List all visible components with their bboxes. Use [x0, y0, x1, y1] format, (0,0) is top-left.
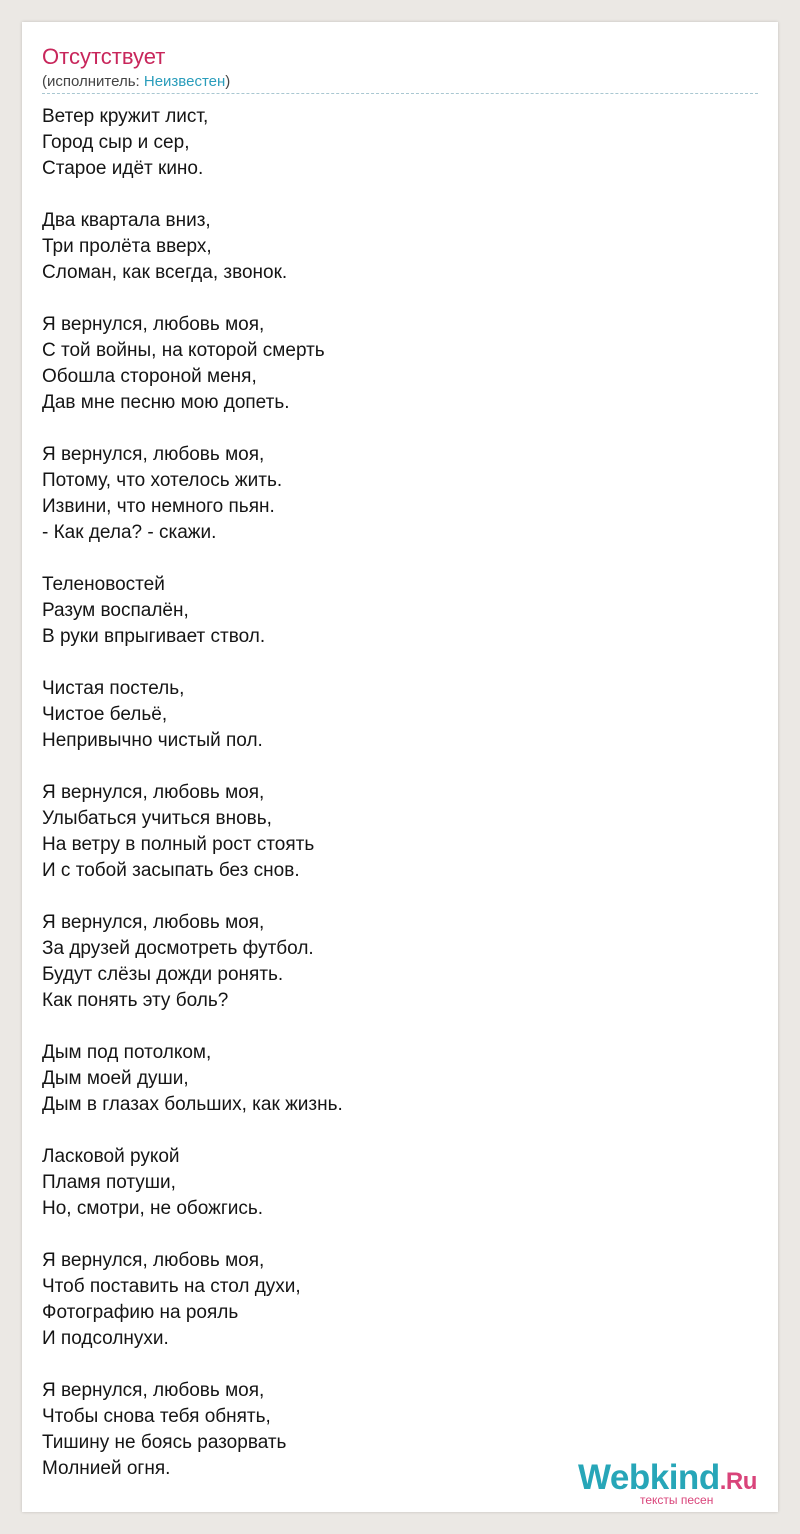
lyric-line: Молнией огня.: [42, 1458, 171, 1479]
lyric-line: Обошла стороной меня,: [42, 366, 257, 387]
lyric-line: Разум воспалён,: [42, 600, 189, 621]
lyric-line: Фотографию на рояль: [42, 1302, 239, 1323]
lyric-line: И с тобой засыпать без снов.: [42, 860, 300, 881]
lyric-line: Дым моей души,: [42, 1068, 189, 1089]
lyric-line: Непривычно чистый пол.: [42, 730, 263, 751]
stanza: [42, 312, 742, 416]
lyric-line: Три пролёта вверх,: [42, 236, 212, 257]
lyric-line: Потому, что хотелось жить.: [42, 470, 283, 491]
lyric-line: Чистое бельё,: [42, 704, 168, 725]
lyric-line: Будут слёзы дожди ронять.: [42, 964, 284, 985]
logo-tld: .Ru: [719, 1468, 757, 1495]
lyric-line: В руки впрыгивает ствол.: [42, 626, 266, 647]
artist-line: [42, 72, 230, 92]
lyric-line: На ветру в полный рост стоять: [42, 834, 315, 855]
lyric-line: Теленовостей: [42, 574, 165, 595]
lyric-line: И подсолнухи.: [42, 1328, 169, 1349]
lyric-line: Ласковой рукой: [42, 1146, 180, 1167]
lyric-line: За друзей досмотреть футбол.: [42, 938, 314, 959]
lyric-line: Дым в глазах больших, как жизнь.: [42, 1094, 343, 1115]
lyric-line: Чтобы снова тебя обнять,: [42, 1406, 271, 1427]
lyric-line: Я вернулся, любовь моя,: [42, 912, 265, 933]
stanza: [42, 442, 742, 546]
lyric-line: Чистая постель,: [42, 678, 185, 699]
stanza: [42, 1248, 742, 1352]
lyric-line: Извини, что немного пьян.: [42, 496, 275, 517]
stanza: [42, 676, 742, 754]
lyric-line: Как понять эту боль?: [42, 990, 229, 1011]
lyric-line: Пламя потуши,: [42, 1172, 176, 1193]
lyric-line: Город сыр и сер,: [42, 132, 190, 153]
lyric-line: Я вернулся, любовь моя,: [42, 314, 265, 335]
stanza: [42, 910, 742, 1014]
lyrics-card: [22, 22, 778, 1512]
lyric-line: Но, смотри, не обожгись.: [42, 1198, 264, 1219]
lyrics-body: [42, 104, 742, 1508]
logo-tagline: тексты песен: [640, 1493, 714, 1507]
lyric-line: - Как дела? - скажи.: [42, 522, 217, 543]
lyric-line: Я вернулся, любовь моя,: [42, 1250, 265, 1271]
lyric-line: Старое идёт кино.: [42, 158, 204, 179]
artist-suffix: ): [225, 73, 231, 90]
lyric-line: Тишину не боясь разорвать: [42, 1432, 287, 1453]
lyric-line: Дав мне песню мою допеть.: [42, 392, 290, 413]
lyric-line: Улыбаться учиться вновь,: [42, 808, 272, 829]
lyric-line: С той войны, на которой смерть: [42, 340, 325, 361]
lyric-line: Дым под потолком,: [42, 1042, 212, 1063]
lyric-line: Два квартала вниз,: [42, 210, 211, 231]
song-title: Отсутствует: [42, 44, 166, 69]
stanza: [42, 1144, 742, 1222]
lyric-line: Я вернулся, любовь моя,: [42, 1380, 265, 1401]
lyric-line: Чтоб поставить на стол духи,: [42, 1276, 301, 1297]
artist-prefix: (исполнитель:: [42, 73, 144, 90]
stanza: [42, 780, 742, 884]
webkind-logo[interactable]: [578, 1458, 770, 1508]
stanza: [42, 208, 742, 286]
artist-link[interactable]: Неизвестен: [143, 73, 226, 90]
lyric-line: Сломан, как всегда, звонок.: [42, 262, 288, 283]
stanza: [42, 104, 742, 182]
lyric-line: Я вернулся, любовь моя,: [42, 444, 265, 465]
lyric-line: Ветер кружит лист,: [42, 106, 209, 127]
stanza: [42, 572, 742, 650]
lyric-line: Я вернулся, любовь моя,: [42, 782, 265, 803]
logo-name: Webkind: [578, 1458, 720, 1497]
title-divider: [42, 93, 758, 94]
stanza: [42, 1040, 742, 1118]
